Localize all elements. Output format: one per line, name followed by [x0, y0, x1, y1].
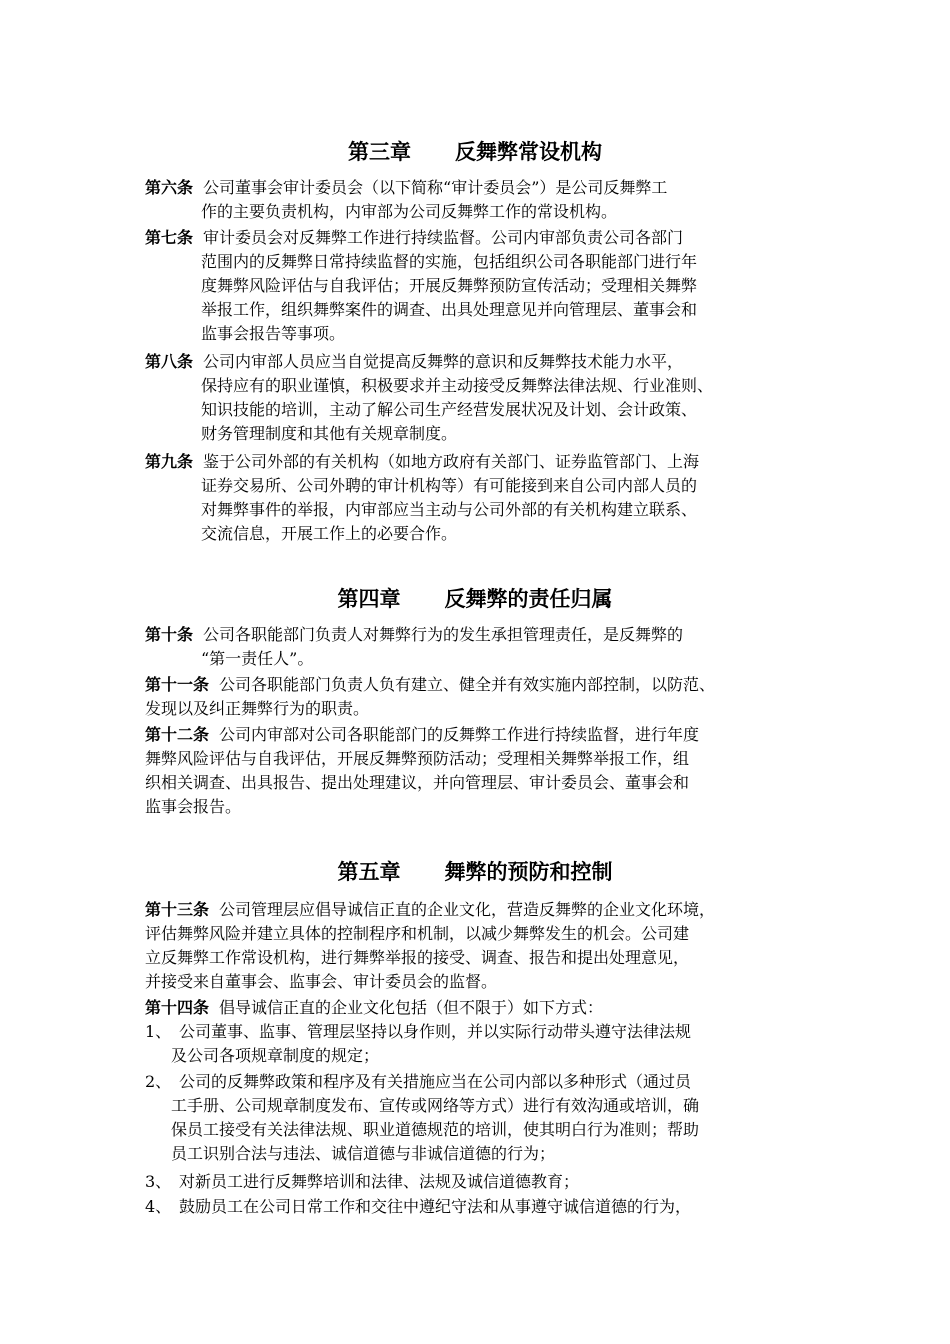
list-item-3 — [145, 1170, 810, 1194]
list-text: 工手册、公司规章制度发布、宣传或网络等方式）进行有效沟通或培训，确 — [171, 1096, 700, 1115]
article-text: 作的主要负责机构，内审部为公司反舞弊工作的常设机构。 — [201, 202, 618, 221]
article-label: 第十四条 — [145, 998, 210, 1017]
list-text: 员工识别合法与违法、诚信道德与非诚信道德的行为； — [171, 1144, 556, 1163]
chapter-3-title — [145, 139, 805, 165]
list-text: 公司的反舞弊政策和程序及有关措施应当在公司内部以多种形式（通过员 — [179, 1072, 692, 1091]
article-text: 公司各职能部门负责人对舞弊行为的发生承担管理责任，是反舞弊的 — [203, 625, 684, 644]
article-13 — [145, 898, 810, 994]
article-label: 第八条 — [145, 352, 194, 371]
chapter-number: 第四章 — [337, 586, 401, 611]
article-9 — [145, 450, 810, 546]
article-label: 第十条 — [145, 625, 194, 644]
article-text: 监事会报告等事项。 — [201, 324, 346, 343]
article-text: 公司管理层应倡导诚信正直的企业文化，营造反舞弊的企业文化环境， — [219, 900, 716, 919]
article-text: 并接受来自董事会、监事会、审计委员会的监督。 — [145, 972, 498, 991]
article-text: 对舞弊事件的举报，内审部应当主动与公司外部的有关机构建立联系、 — [201, 500, 698, 519]
article-label: 第十二条 — [145, 725, 210, 744]
list-number: 1、 — [145, 1022, 172, 1041]
article-14 — [145, 996, 810, 1020]
chapter-heading: 反舞弊的责任归属 — [444, 586, 613, 611]
article-text: 公司内审部人员应当自觉提高反舞弊的意识和反舞弊技术能力水平， — [203, 352, 684, 371]
list-item-4 — [145, 1195, 810, 1219]
article-text: “第一责任人”。 — [201, 649, 314, 668]
list-number: 4、 — [145, 1197, 172, 1216]
article-11 — [145, 673, 810, 721]
article-10 — [145, 623, 810, 671]
article-text: 倡导诚信正直的企业文化包括（但不限于）如下方式： — [219, 998, 604, 1017]
list-item-2 — [145, 1070, 810, 1166]
article-text: 度舞弊风险评估与自我评估；开展反舞弊预防宣传活动；受理相关舞弊 — [201, 276, 698, 295]
article-12 — [145, 723, 810, 819]
list-text: 鼓励员工在公司日常工作和交往中遵纪守法和从事遵守诚信道德的行为， — [179, 1197, 692, 1216]
chapter-heading: 舞弊的预防和控制 — [444, 859, 613, 884]
article-label: 第十三条 — [145, 900, 210, 919]
article-text: 公司各职能部门负责人负有建立、健全并有效实施内部控制，以防范、 — [219, 675, 716, 694]
article-label: 第七条 — [145, 228, 194, 247]
article-text: 举报工作，组织舞弊案件的调查、出具处理意见并向管理层、董事会和 — [201, 300, 698, 319]
article-text: 鉴于公司外部的有关机构（如地方政府有关部门、证券监管部门、上海 — [203, 452, 700, 471]
list-number: 2、 — [145, 1072, 172, 1091]
chapter-number: 第三章 — [348, 139, 411, 164]
article-label: 第十一条 — [145, 675, 210, 694]
chapter-heading: 反舞弊常设机构 — [455, 139, 602, 164]
article-text: 公司内审部对公司各职能部门的反舞弊工作进行持续监督，进行年度 — [219, 725, 700, 744]
article-text: 范围内的反舞弊日常持续监督的实施，包括组织公司各职能部门进行年 — [201, 252, 698, 271]
article-text: 财务管理制度和其他有关规章制度。 — [201, 424, 458, 443]
article-text: 监事会报告。 — [145, 797, 242, 816]
article-text: 交流信息，开展工作上的必要合作。 — [201, 524, 458, 543]
article-text: 审计委员会对反舞弊工作进行持续监督。公司内审部负责公司各部门 — [203, 228, 684, 247]
article-6 — [145, 176, 810, 224]
article-7 — [145, 226, 810, 346]
article-text: 保持应有的职业谨慎，积极要求并主动接受反舞弊法律法规、行业准则、 — [201, 376, 714, 395]
article-text: 立反舞弊工作常设机构，进行舞弊举报的接受、调查、报告和提出处理意见， — [145, 948, 690, 967]
article-text: 发现以及纠正舞弊行为的职责。 — [145, 699, 370, 718]
list-text: 及公司各项规章制度的规定； — [171, 1046, 380, 1065]
article-label: 第九条 — [145, 452, 194, 471]
article-text: 证券交易所、公司外聘的审计机构等）有可能接到来自公司内部人员的 — [201, 476, 698, 495]
article-8 — [145, 350, 810, 446]
list-text: 对新员工进行反舞弊培训和法律、法规及诚信道德教育； — [179, 1172, 580, 1191]
article-text: 评估舞弊风险并建立具体的控制程序和机制，以减少舞弊发生的机会。公司建 — [145, 924, 690, 943]
list-text: 公司董事、监事、管理层坚持以身作则，并以实际行动带头遵守法律法规 — [179, 1022, 692, 1041]
list-text: 保员工接受有关法律法规、职业道德规范的培训，使其明白行为准则；帮助 — [171, 1120, 700, 1139]
list-item-1 — [145, 1020, 810, 1068]
article-text: 舞弊风险评估与自我评估，开展反舞弊预防活动；受理相关舞弊举报工作，组 — [145, 749, 690, 768]
article-text: 织相关调查、出具报告、提出处理建议，并向管理层、审计委员会、董事会和 — [145, 773, 690, 792]
chapter-number: 第五章 — [337, 859, 401, 884]
chapter-4-title — [145, 586, 805, 612]
chapter-5-title — [145, 859, 805, 885]
article-label: 第六条 — [145, 178, 194, 197]
list-number: 3、 — [145, 1172, 172, 1191]
article-text: 公司董事会审计委员会（以下简称“审计委员会”）是公司反舞弊工 — [203, 178, 668, 197]
article-text: 知识技能的培训，主动了解公司生产经营发展状况及计划、会计政策、 — [201, 400, 698, 419]
